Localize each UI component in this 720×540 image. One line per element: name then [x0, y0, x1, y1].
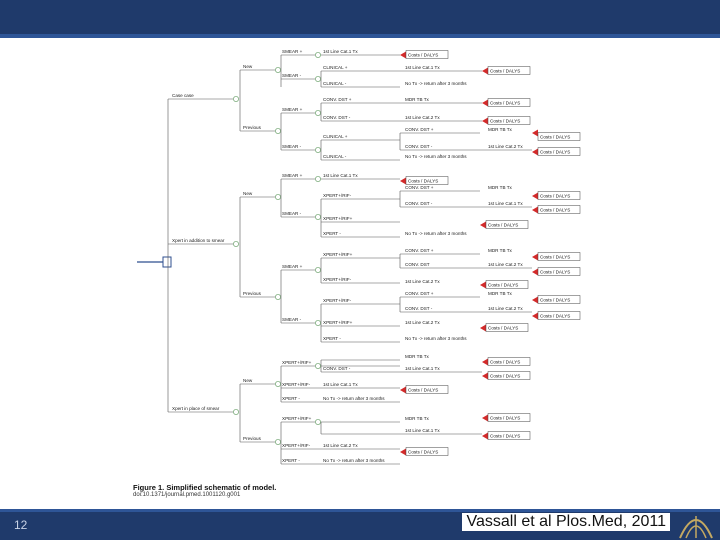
terminal-node [532, 269, 538, 276]
chance-node [315, 110, 320, 115]
xpert-label: XPERT - [282, 396, 300, 401]
treatment-label: No Tx -> return after 3 months [405, 336, 467, 341]
dst-label: CONV. DST + [405, 248, 434, 253]
outcome-label: Costs / DALYS [408, 449, 439, 455]
terminal-node [482, 433, 488, 440]
dst-label: CONV. DST - [405, 306, 433, 311]
chance-node [233, 96, 238, 101]
terminal-node [532, 207, 538, 214]
clinical-label: CLINICAL - [323, 154, 347, 159]
treatment-label: 1st Line Cat.1 Tx [405, 65, 440, 70]
terminal-node [482, 359, 488, 366]
chance-node [315, 267, 320, 272]
outcome-label: Costs / DALYS [490, 118, 521, 124]
xpert-label: XPERT+/RIF+ [282, 416, 312, 421]
terminal-node [532, 297, 538, 304]
treatment-label: 1st Line Cat.1 Tx [323, 173, 358, 178]
xpert-label: XPERT+/RIF- [282, 443, 311, 448]
dst-label: CONV. DST + [323, 97, 352, 102]
chance-node [275, 194, 280, 199]
terminal-node [532, 313, 538, 320]
outcome-label: Costs / DALYS [490, 100, 521, 106]
dst-label: CONV. DST [405, 262, 430, 267]
xpert-label: XPERT+/RIF+ [282, 360, 312, 365]
case-type-label: Previous [243, 125, 261, 130]
treatment-label: 1st Line Cat.2 Tx [405, 115, 440, 120]
treatment-label: MDR TB Tx [488, 185, 512, 190]
chance-node [315, 214, 320, 219]
outcome-label: Costs / DALYS [408, 178, 439, 184]
terminal-node [482, 415, 488, 422]
case-type-label: New [243, 191, 253, 196]
smear-label: SMEAR + [282, 49, 303, 54]
dst-label: CONV. DST + [405, 291, 434, 296]
decision-node [163, 257, 171, 267]
outcome-label: Costs / DALYS [490, 373, 521, 379]
chance-node [315, 147, 320, 152]
chance-node [315, 176, 320, 181]
smear-label: SMEAR - [282, 211, 302, 216]
xpert-label: XPERT - [323, 231, 341, 236]
treatment-label: 1st Line Cat.2 Tx [405, 320, 440, 325]
outcome-label: Costs / DALYS [540, 254, 571, 260]
outcome-label: Costs / DALYS [490, 433, 521, 439]
xpert-label: XPERT+/RIF- [323, 298, 352, 303]
figure-caption-doi: doi:10.1371/journal.pmed.1001120.g001 [133, 492, 241, 498]
outcome-label: Costs / DALYS [490, 359, 521, 365]
case-type-label: New [243, 378, 253, 383]
chance-node [315, 52, 320, 57]
chance-node [275, 381, 280, 386]
terminal-node [482, 373, 488, 380]
dst-label: CONV. DST - [323, 115, 351, 120]
outcome-label: Costs / DALYS [408, 52, 439, 58]
chance-node [275, 294, 280, 299]
university-crest-icon [676, 508, 716, 540]
terminal-node [482, 100, 488, 107]
xpert-label: XPERT+/RIF+ [323, 320, 353, 325]
chance-node [315, 76, 320, 81]
outcome-label: Costs / DALYS [540, 269, 571, 275]
xpert-label: XPERT+/RIF+ [323, 216, 353, 221]
chance-node [315, 320, 320, 325]
xpert-label: XPERT - [323, 336, 341, 341]
smear-label: SMEAR + [282, 264, 303, 269]
treatment-label: MDR TB Tx [488, 127, 512, 132]
dst-label: CONV. DST + [405, 185, 434, 190]
treatment-label: 1st Line Cat.1 Tx [405, 428, 440, 433]
terminal-node [532, 254, 538, 261]
treatment-label: 1st Line Cat.2 Tx [488, 144, 523, 149]
dst-label: CONV. DST - [405, 201, 433, 206]
chance-node [275, 439, 280, 444]
dst-label: CONV. DST - [323, 366, 351, 371]
terminal-node [480, 282, 486, 289]
treatment-label: MDR TB Tx [405, 97, 429, 102]
terminal-node [400, 387, 406, 394]
outcome-label: Costs / DALYS [490, 415, 521, 421]
treatment-label: MDR TB Tx [488, 291, 512, 296]
treatment-label: No Tx -> return after 3 months [405, 154, 467, 159]
treatment-label: No Tx -> return after 3 months [405, 81, 467, 86]
terminal-node [532, 193, 538, 200]
treatment-label: 1st Line Cat.1 Tx [323, 382, 358, 387]
slide-number: 12 [14, 518, 28, 532]
clinical-label: CLINICAL + [323, 65, 348, 70]
terminal-node [400, 52, 406, 59]
terminal-node [532, 149, 538, 156]
case-type-label: Previous [243, 436, 261, 441]
terminal-node [482, 118, 488, 125]
clinical-label: CLINICAL + [323, 134, 348, 139]
treatment-label: 1st Line Cat.1 Tx [488, 201, 523, 206]
treatment-label: 1st Line Cat.2 Tx [405, 279, 440, 284]
treatment-label: 1st Line Cat.2 Tx [488, 262, 523, 267]
treatment-label: No Tx -> return after 3 months [323, 458, 385, 463]
outcome-label: Costs / DALYS [408, 387, 439, 393]
terminal-node [532, 130, 538, 137]
dst-label: CONV. DST - [405, 144, 433, 149]
terminal-node [400, 178, 406, 185]
chance-node [315, 363, 320, 368]
outcome-label: Costs / DALYS [540, 297, 571, 303]
treatment-label: 1st Line Cat.1 Tx [405, 366, 440, 371]
outcome-label: Costs / DALYS [490, 68, 521, 74]
smear-label: SMEAR - [282, 73, 302, 78]
xpert-label: XPERT+/RIF- [323, 193, 352, 198]
outcome-label: Costs / DALYS [488, 222, 519, 228]
xpert-label: XPERT+/RIF- [323, 277, 352, 282]
outcome-label: Costs / DALYS [540, 149, 571, 155]
strategy-label: Xpert in addition to smear [172, 238, 225, 243]
smear-label: SMEAR + [282, 107, 303, 112]
terminal-node [400, 449, 406, 456]
outcome-label: Costs / DALYS [488, 325, 519, 331]
outcome-label: Costs / DALYS [540, 134, 571, 140]
treatment-label: No Tx -> return after 3 months [405, 231, 467, 236]
strategy-label: Xpert in place of smear [172, 406, 220, 411]
terminal-node [482, 68, 488, 75]
smear-label: SMEAR - [282, 144, 302, 149]
outcome-label: Costs / DALYS [540, 193, 571, 199]
chance-node [315, 419, 320, 424]
figure-caption-title: Figure 1. Simplified schematic of model. [133, 483, 277, 492]
treatment-label: 1st Line Cat.1 Tx [323, 49, 358, 54]
xpert-label: XPERT - [282, 458, 300, 463]
smear-label: SMEAR + [282, 173, 303, 178]
treatment-label: MDR TB Tx [405, 354, 429, 359]
case-type-label: New [243, 64, 253, 69]
clinical-label: CLINICAL - [323, 81, 347, 86]
terminal-node [480, 222, 486, 229]
treatment-label: No Tx -> return after 3 months [323, 396, 385, 401]
case-type-label: Previous [243, 291, 261, 296]
chance-node [275, 128, 280, 133]
dst-label: CONV. DST + [405, 127, 434, 132]
strategy-label: Case case [172, 93, 194, 98]
treatment-label: 1st Line Cat.2 Tx [488, 306, 523, 311]
treatment-label: 1st Line Cat.2 Tx [323, 443, 358, 448]
chance-node [233, 241, 238, 246]
outcome-label: Costs / DALYS [488, 282, 519, 288]
terminal-node [480, 325, 486, 332]
xpert-label: XPERT+/RIF- [282, 382, 311, 387]
chance-node [233, 409, 238, 414]
chance-node [275, 67, 280, 72]
treatment-label: MDR TB Tx [488, 248, 512, 253]
citation-text: Vassall et al Plos.Med, 2011 [462, 513, 670, 531]
outcome-label: Costs / DALYS [540, 207, 571, 213]
smear-label: SMEAR - [282, 317, 302, 322]
outcome-label: Costs / DALYS [540, 313, 571, 319]
treatment-label: MDR TB Tx [405, 416, 429, 421]
xpert-label: XPERT+/RIF+ [323, 252, 353, 257]
